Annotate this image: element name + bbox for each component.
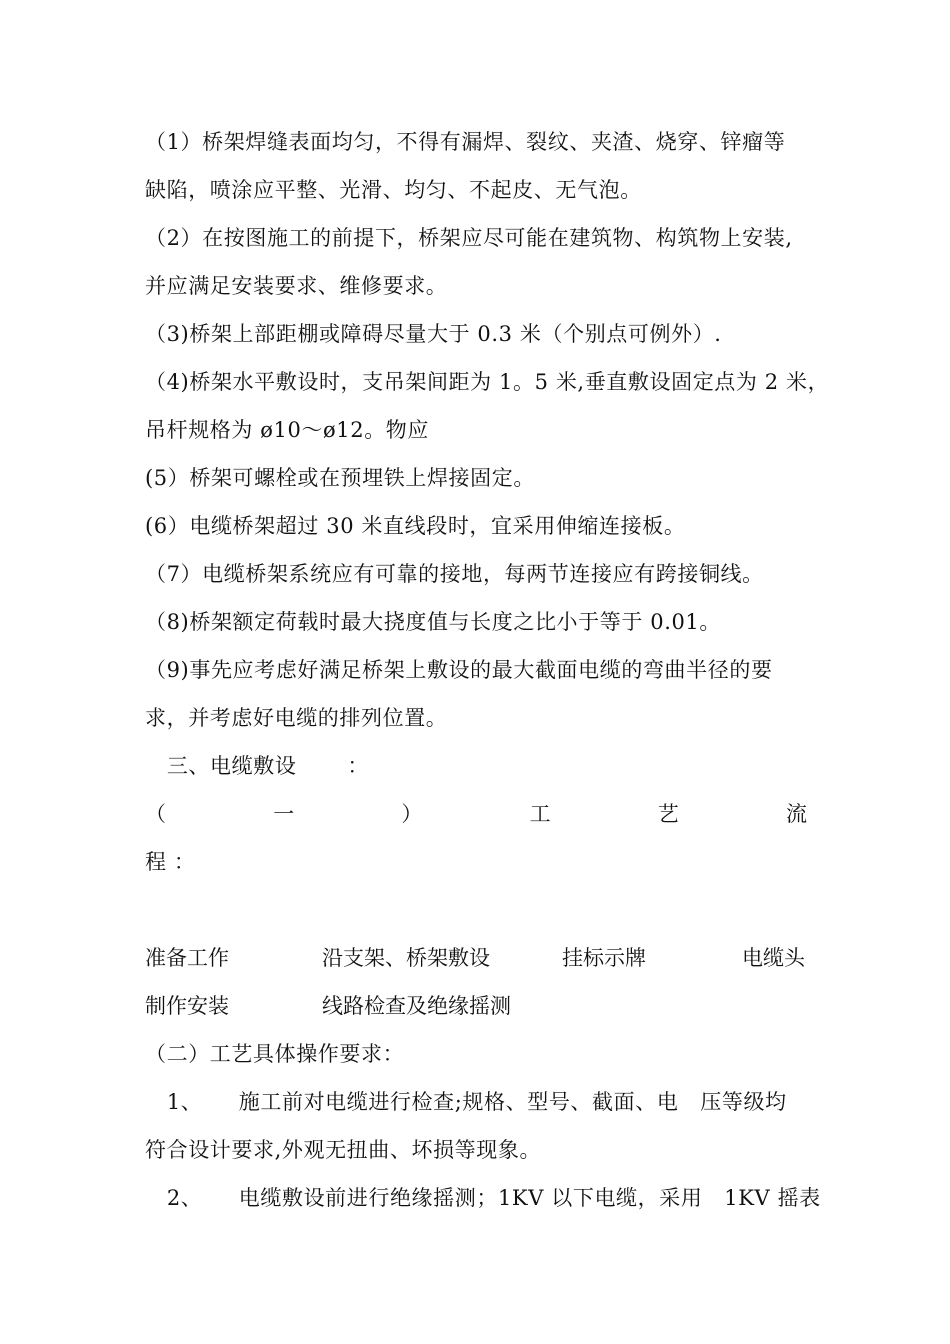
paragraph-line: （7）电缆桥架系统应有可靠的接地，每两节连接应有跨接铜线。 [145,562,764,586]
flow-step: 沿支架、桥架敷设 [322,946,490,970]
paragraph-line: 缺陷，喷涂应平整、光滑、均匀、不起皮、无气泡。 [145,178,642,202]
paragraph-line: (6）电缆桥架超过 30 米直线段时，宜采用伸缩连接板。 [145,514,686,538]
flow-step: 挂标示牌 [562,946,646,970]
process-title [145,799,807,829]
list-item: 2、 电缆敷设前进行绝缘摇测；1KV 以下电缆，采用 1KV 摇表 [145,1186,821,1210]
list-item: 1、 施工前对电缆进行检查;规格、型号、截面、电 压等级均 [145,1090,787,1114]
paragraph-line: 求，并考虑好电缆的排列位置。 [145,706,448,730]
paragraph-line: (5）桥架可螺栓或在预埋铁上焊接固定。 [145,466,535,490]
paragraph-line: （2）在按图施工的前提下，桥架应尽可能在建筑物、构筑物上安装, [145,226,793,250]
flow-step: 准备工作 [145,946,229,970]
paragraph-line: （3)桥架上部距棚或障碍尽量大于 0.3 米（个别点可例外）. [145,322,722,346]
subheading: （二）工艺具体操作要求： [145,1042,405,1066]
process-title-char: 流 [785,802,807,826]
flow-step: 线路检查及绝缘摇测 [322,994,511,1018]
process-title-continued: 程 ： [145,850,196,874]
process-title-char: 一 [273,802,295,826]
paragraph-line: （8)桥架额定荷载时最大挠度值与长度之比小于等于 0.01。 [145,610,721,634]
process-title-char: （ [145,802,166,826]
paragraph-line: （9)事先应考虑好满足桥架上敷设的最大截面电缆的弯曲半径的要 [145,658,773,682]
flow-step: 电缆头 [742,946,805,970]
flow-step: 制作安装 [145,994,229,1018]
paragraph-line: （4)桥架水平敷设时，支吊架间距为 1。5 米,垂直敷设固定点为 2 米， [145,370,830,394]
paragraph-line: 吊杆规格为 ø10～ø12。物应 [145,418,430,442]
process-title-char: ） [401,802,423,826]
section-heading: 三、电缆敷设 ： [145,754,369,778]
paragraph-line: 并应满足安装要求、维修要求。 [145,274,448,298]
process-title-char: 艺 [657,802,679,826]
list-item: 符合设计要求,外观无扭曲、坏损等现象。 [145,1138,542,1162]
paragraph-line: （1）桥架焊缝表面均匀，不得有漏焊、裂纹、夹渣、烧穿、锌瘤等 [145,130,786,154]
process-title-char: 工 [529,802,551,826]
